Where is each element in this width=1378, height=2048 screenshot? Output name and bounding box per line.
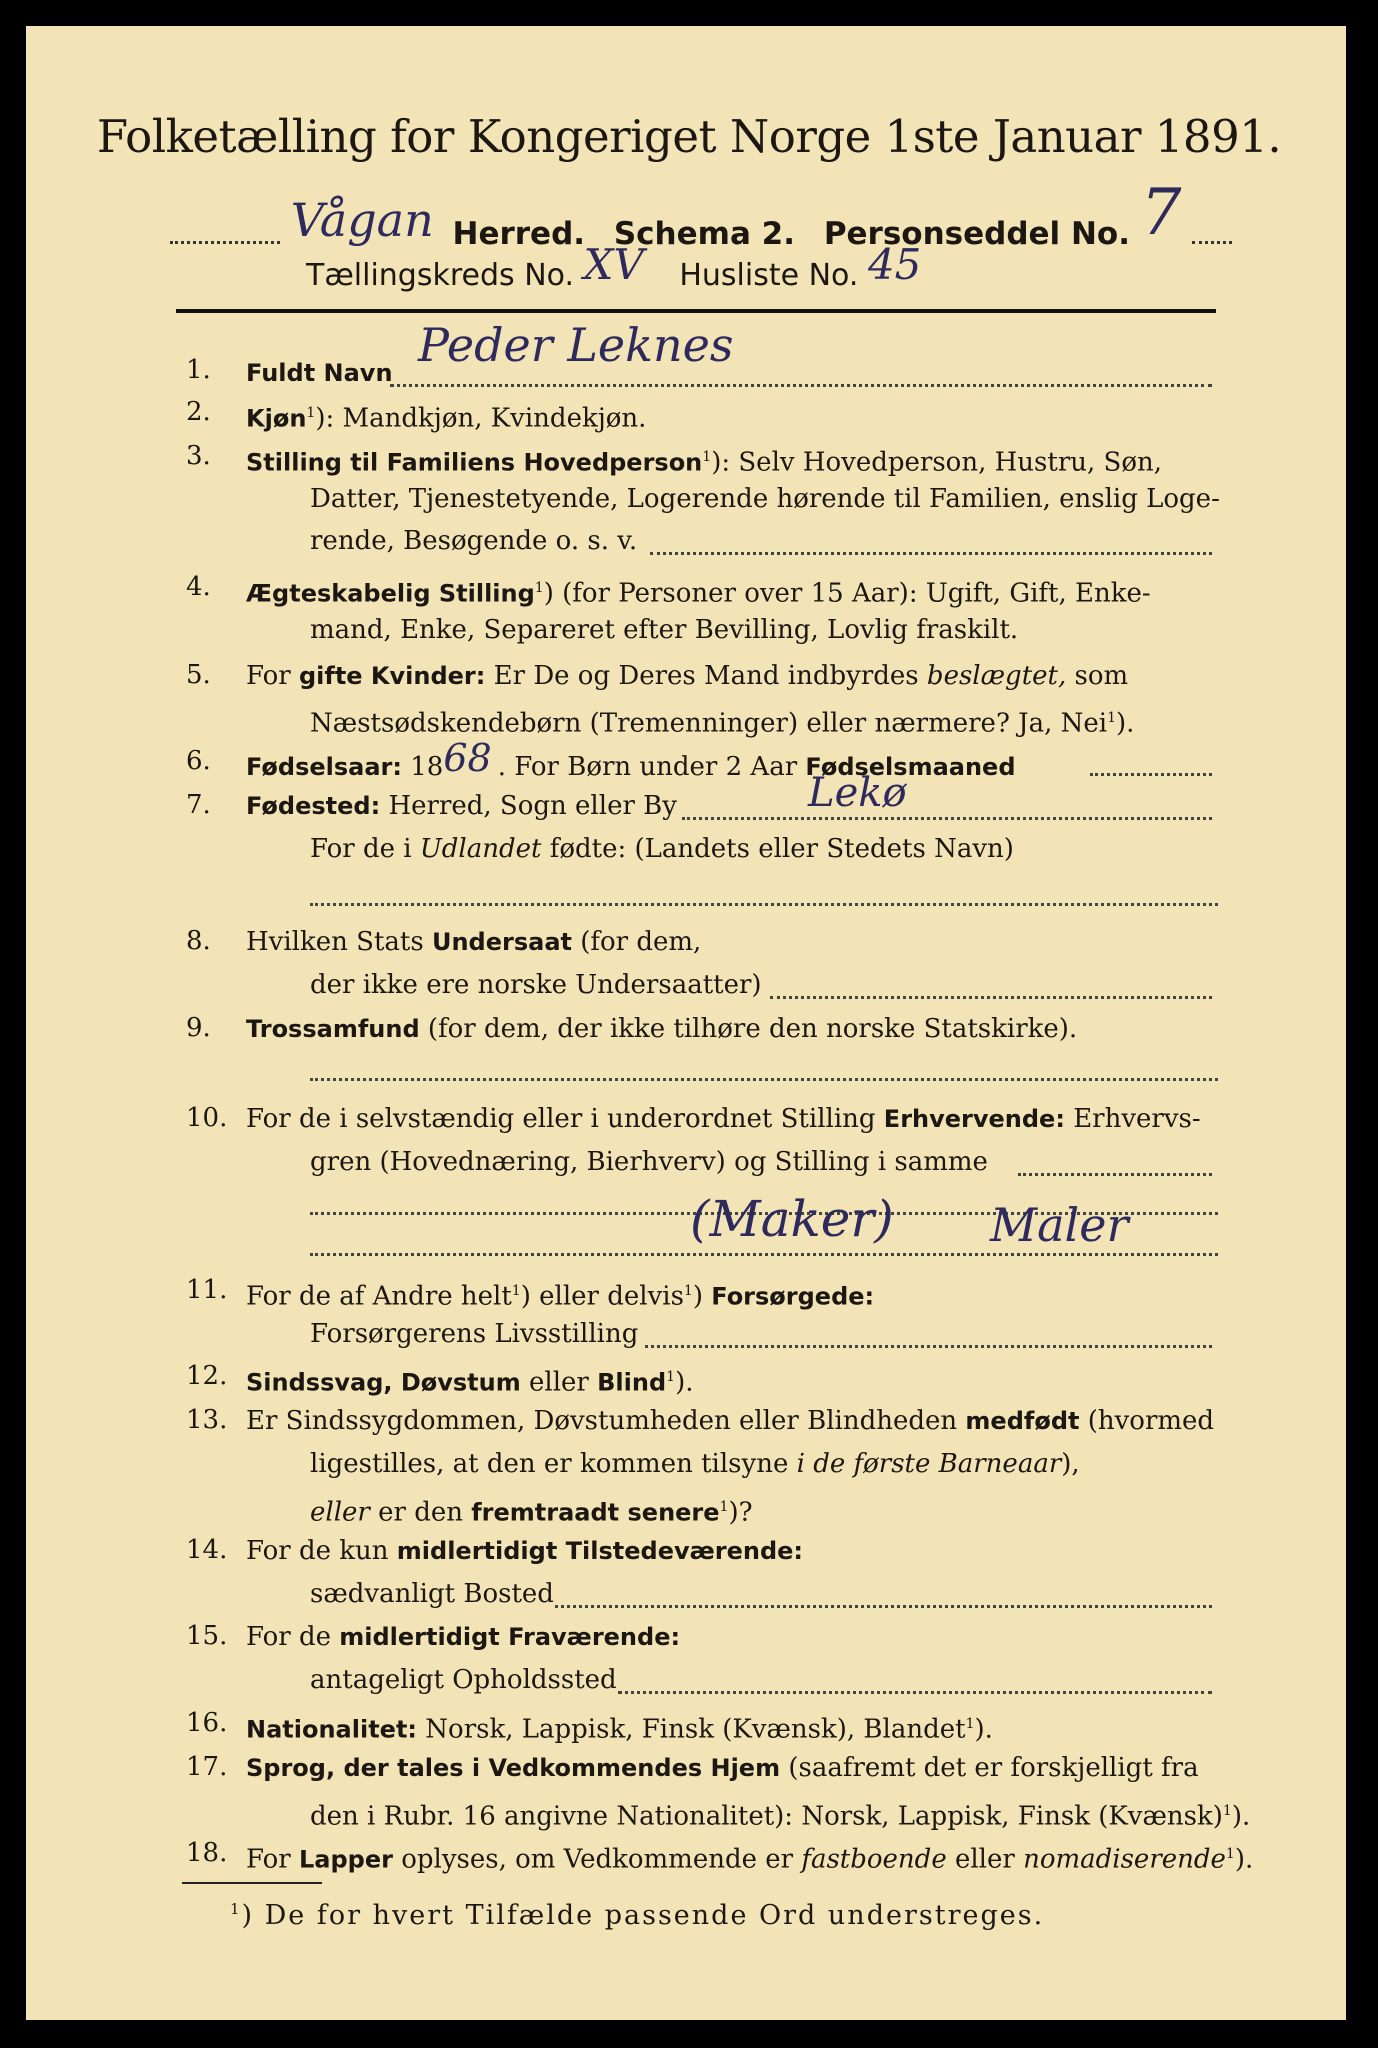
field-15-line-1: For de midlertidigt Fraværende: [246,1622,681,1652]
footnote: $^1$) De for hvert Tilfælde passende Ord understreges. [230,1900,1045,1931]
field-14-line-1: For de kun midlertidigt Tilstedeværende: [246,1536,804,1566]
field-13-number: 13. [186,1405,228,1435]
field-15-dotted-line [618,1691,1212,1694]
field-8-dotted-line [770,996,1212,999]
field-10-value-1: (Maker) [690,1190,894,1248]
field-1-value: Peder Leknes [418,318,734,372]
footnote-rule [182,1882,322,1884]
field-15-number: 15. [186,1621,228,1651]
field-17-line-2: den i Rubr. 16 angivne Nationalitet): Norsk, Lappisk, Finsk (Kvænsk)$^1$). [310,1801,1251,1832]
field-16-row: Nationalitet: Norsk, Lappisk, Finsk (Kvænsk), Blandet$^1$). [246,1714,993,1745]
kreds-value: XV [583,240,644,289]
field-10-number: 10. [186,1103,228,1133]
field-17-line-1: Sprog, der tales i Vedkommendes Hjem (saafremt det er forskjelligt fra [246,1753,1199,1783]
field-12-number: 12. [186,1361,228,1391]
field-7-number: 7. [186,790,211,820]
field-7-dotted-line-2 [310,903,1218,906]
field-10-dotted-line [1018,1173,1212,1176]
field-5-line-2: Næstsødskendebørn (Tremenninger) eller nærmere? Ja, Nei$^1$). [310,708,1135,739]
field-11-line-2: Forsørgerens Livsstilling [310,1319,639,1349]
field-1-label: Fuldt Navn [246,359,393,387]
field-5-line-1: For gifte Kvinder: Er De og Deres Mand indbyrdes beslægtet, som [246,661,1129,691]
field-2-row: Kjøn$^1$): Mandkjøn, Kvindekjøn. [246,403,647,434]
kreds-label: Tællingskreds No. [306,258,574,293]
field-11-dotted-line [645,1345,1212,1348]
field-11-line-1: For de af Andre helt$^1$) eller delvis$^1$) Forsørgede: [246,1281,875,1312]
field-15-line-2: antageligt Opholdssted [310,1665,617,1695]
field-10-dotted-line-3 [310,1253,1218,1256]
field-8-line-1: Hvilken Stats Undersaat (for dem, [246,927,702,957]
husliste-label: Husliste No. [679,258,859,293]
field-7-line-2: For de i Udlandet fødte: (Landets eller Stedets Navn) [310,834,1014,864]
field-10-value-2: Maler [990,1198,1129,1252]
field-9-row: Trossamfund (for dem, der ikke tilhøre den norske Statskirke). [246,1014,1078,1044]
field-4-line-1: Ægteskabelig Stilling$^1$) (for Personer over 15 Aar): Ugift, Gift, Enke- [246,578,1151,609]
field-2-number: 2. [186,397,211,427]
field-10-line-1: For de i selvstændig eller i underordnet Stilling Erhvervende: Erhvervs- [246,1104,1201,1134]
field-6-number: 6. [186,746,211,776]
field-8-line-2: der ikke ere norske Undersaatter) [310,970,762,1000]
field-7-value: Lekø [808,770,907,816]
field-18-row: For Lapper oplyses, om Vedkommende er fastboende eller nomadiserende$^1$). [246,1844,1254,1875]
field-5-number: 5. [186,660,211,690]
field-6-dotted-line [1090,773,1212,776]
field-7-line-1: Fødested: Herred, Sogn eller By [246,791,677,821]
field-4-number: 4. [186,572,211,602]
field-6-row: Fødselsaar: 1868 . For Børn under 2 Aar Fødselsmaaned [246,736,1016,782]
field-16-number: 16. [186,1708,228,1738]
field-11-number: 11. [186,1275,228,1305]
field-17-number: 17. [186,1752,228,1782]
field-8-number: 8. [186,926,211,956]
field-9-dotted-line [310,1078,1218,1081]
field-13-line-1: Er Sindssygdommen, Døvstumheden eller Blindheden medfødt (hvormed [246,1406,1215,1436]
field-14-number: 14. [186,1535,228,1565]
personseddel-value: 7 [1140,176,1182,250]
herred-value: Vågan [290,193,434,247]
field-3-number: 3. [186,441,211,471]
field-3-line-1: Stilling til Familiens Hovedperson$^1$): Selv Hovedperson, Hustru, Søn, [246,447,1163,478]
schema-label: Schema 2. [613,216,796,252]
field-3-line-2: Datter, Tjenestetyende, Logerende hørende til Familien, enslig Loge- [310,484,1220,514]
field-12-row: Sindssvag, Døvstum eller Blind$^1$). [246,1367,694,1398]
field-4-line-2: mand, Enke, Separeret efter Bevilling, Lovlig fraskilt. [310,615,1019,645]
field-10-line-2: gren (Hovednæring, Bierhverv) og Stilling i samme [310,1147,988,1177]
field-13-line-2: ligestilles, at den er kommen tilsyne i de første Barneaar), [310,1449,1080,1479]
herred-label: Herred. [452,216,586,252]
field-9-number: 9. [186,1013,211,1043]
husliste-value: 45 [867,240,922,289]
field-13-line-3: eller er den fremtraadt senere$^1$)? [310,1497,753,1528]
field-3-line-3: rende, Besøgende o. s. v. [310,526,638,556]
form-title: Folketælling for Kongeriget Norge 1ste Januar 1891. [96,110,1282,163]
header-rule [176,309,1216,313]
field-18-number: 18. [186,1838,228,1868]
personseddel-label: Personseddel No. [823,216,1130,252]
field-7-dotted-line [682,817,1212,820]
kreds-line [306,240,922,295]
field-3-dotted-line [650,552,1212,555]
field-1-dotted-line [390,384,1212,387]
field-14-dotted-line [555,1605,1212,1608]
field-1-number: 1. [186,355,211,385]
field-14-line-2: sædvanligt Bosted [310,1579,554,1609]
